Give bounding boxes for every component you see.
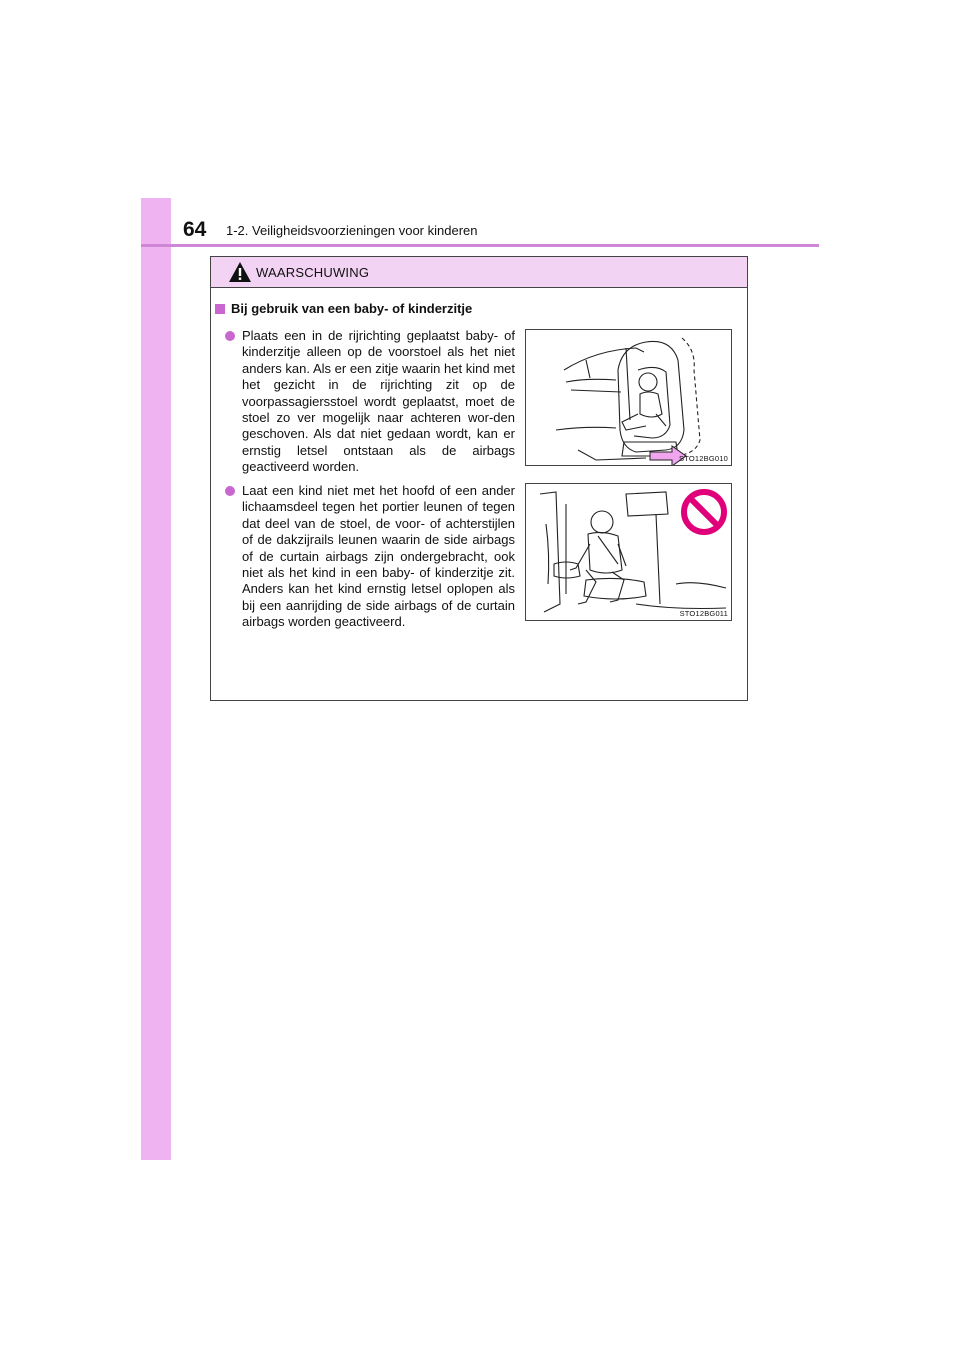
header-rule (141, 244, 819, 247)
child-seat-illustration-icon (526, 484, 732, 621)
section-title: 1-2. Veiligheidsvoorzieningen voor kinderen (226, 223, 478, 238)
side-tab (141, 198, 171, 1160)
warning-header (211, 257, 747, 288)
warning-box (210, 256, 748, 701)
warning-subheading-text: Bij gebruik van een baby- of kinderzitje (231, 301, 473, 316)
square-bullet-icon (215, 304, 225, 314)
warning-item (225, 483, 515, 631)
figure-code: STO12BG011 (679, 609, 728, 618)
illustration-child-leaning-prohibited (525, 483, 732, 621)
warning-item-text: Plaats een in de rijrichting geplaatst baby- of kinderzitje alleen op de voorstoel als het niet anders kan. Als er een zitje waarin het kind met het gezicht in de rijrichting zit op de voorpassagiersstoel wordt geplaatst, moet de stoel zo ver mogelijk naar achteren wor-den geschoven. Als dat niet gedaan wordt, kan er ernstig letsel ontstaan als de airbags geactiveerd worden. (242, 328, 515, 475)
circle-bullet-icon (225, 331, 235, 341)
prohibition-icon (684, 492, 724, 532)
warning-triangle-icon (228, 261, 252, 283)
figure-code: STO12BG010 (679, 454, 728, 463)
illustration-forward-facing-seat (525, 329, 732, 466)
page-number: 64 (183, 218, 207, 241)
warning-item (225, 328, 515, 476)
circle-bullet-icon (225, 486, 235, 496)
warning-subheading (215, 301, 472, 316)
warning-item-text: Laat een kind niet met het hoofd of een ander lichaamsdeel tegen het portier leunen of tegen dat deel van de stoel, de voor- of achterstijlen of de dakzijrails leunen waarin de side airbags of de curtain airbags zijn ondergebracht, ook niet als het kind in een baby- of kinderzitje zit. Anders kan het kind ernstig letsel oplopen als bij een aanrijding de side airbags of de curtain airbags worden geactiveerd. (242, 483, 515, 630)
car-seat-illustration-icon (526, 330, 732, 466)
warning-title: WAARSCHUWING (256, 265, 370, 280)
